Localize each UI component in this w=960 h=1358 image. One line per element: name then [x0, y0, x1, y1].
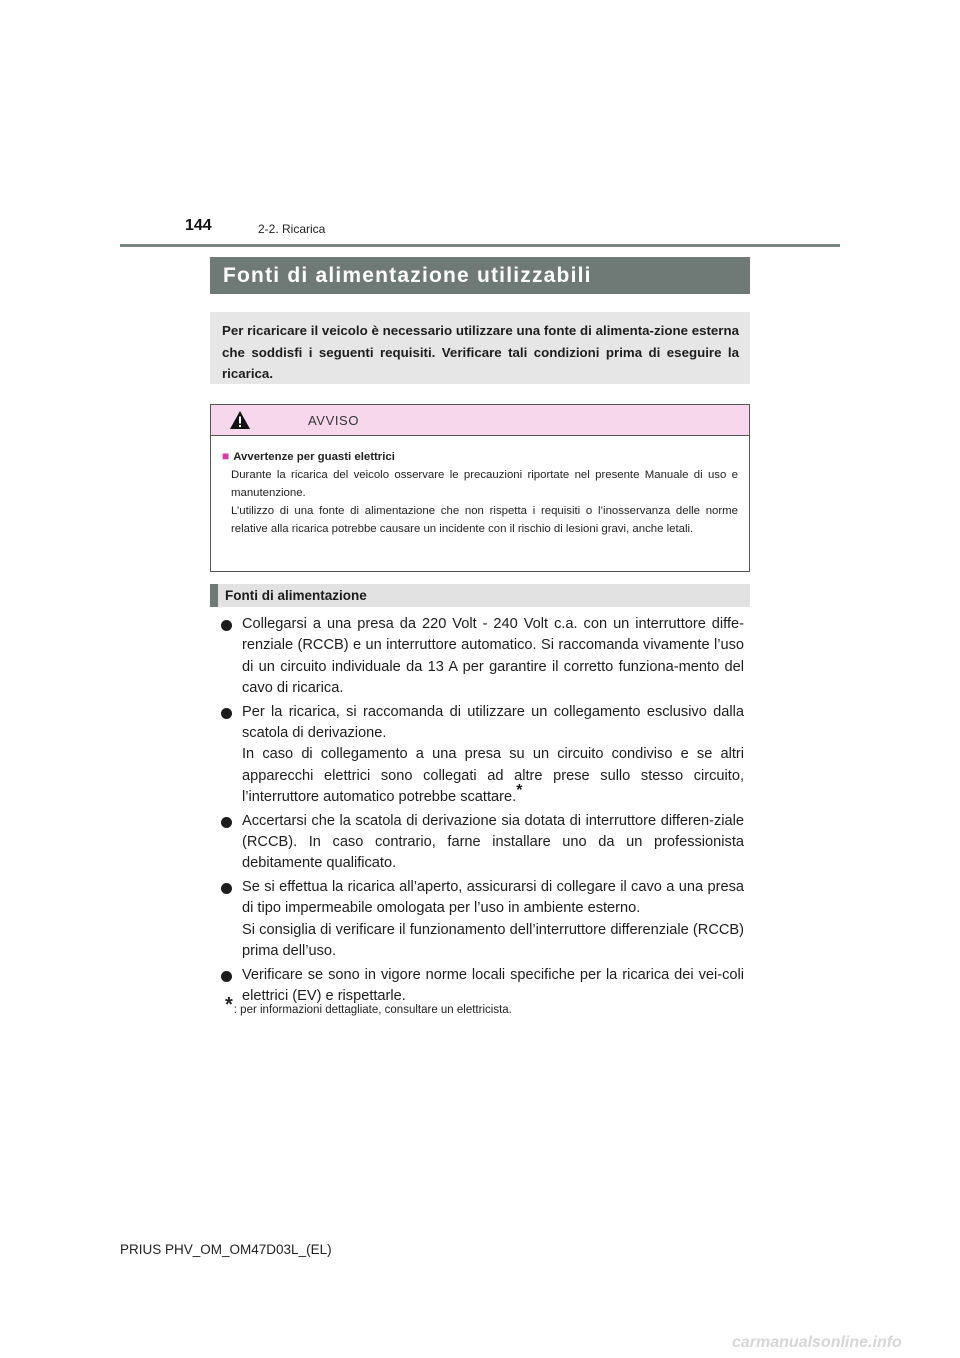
header-divider: [120, 244, 840, 247]
intro-text: Per ricaricare il veicolo è necessario utilizzare una fonte di alimenta-zione esterna che soddisfi i seguenti requisiti. Verificare tali condizioni prima di eseguire la ricarica.: [222, 323, 739, 381]
bullet-text: Se si effettua la ricarica all’aperto, assicurarsi di collegare il cavo a una presa di tipo impermeabile omologata per l’uso in ambiente esterno.: [242, 878, 744, 917]
bullet-dot-icon: [221, 708, 232, 719]
bullet-text: Accertarsi che la scatola di derivazione sia dotata di interruttore differen-ziale (RCCB). In caso contrario, farne installare uno da un professionista debitamente qualificato.: [242, 812, 744, 872]
list-item: [221, 811, 744, 875]
warning-box: [210, 404, 750, 572]
footnote-text: : per informazioni dettagliate, consultare un elettricista.: [233, 1004, 512, 1016]
page-number: 144: [185, 217, 212, 234]
warning-triangle-icon: [229, 410, 251, 430]
page-title: Fonti di alimentazione utilizzabili: [210, 257, 750, 294]
bullet-text: Collegarsi a una presa da 220 Volt - 240 Volt c.a. con un interruttore diffe-renziale (RCCB) e un interruttore automatico. Si raccomanda vivamente l’uso di un circuito individuale da 13 A per garantire il corretto funziona-mento del cavo di ricarica.: [242, 616, 744, 697]
warning-paragraph: Durante la ricarica del veicolo osservare le precauzioni riportate nel presente Manuale di uso e manutenzione.: [231, 469, 738, 499]
section-heading: Fonti di alimentazione: [210, 584, 750, 607]
square-bullet-icon: ■: [222, 449, 230, 463]
warning-paragraph: L’utilizzo di una fonte di alimentazione che non rispetta i requisiti o l’inosservanza delle norme relative alla ricarica potrebbe causare un incidente con il rischio di lesioni gravi, anche letali.: [231, 505, 738, 535]
bullet-text: Si consiglia di verificare il funzionamento dell’interruttore differenziale (RCCB) prima dell’uso.: [242, 921, 744, 960]
warning-body: [211, 436, 749, 538]
bullet-text: In caso di collegamento a una presa su un circuito condiviso e se altri apparecchi elettrici sono collegati ad altre prese sullo stesso circuito, l’interruttore automatico potrebbe scattare.: [242, 746, 744, 806]
bullet-dot-icon: [221, 883, 232, 894]
footnote: [225, 994, 512, 1016]
bullet-text: Per la ricarica, si raccomanda di utilizzare un collegamento esclusivo dalla scatola di derivazione.: [242, 703, 744, 742]
footnote-marker: *: [225, 994, 233, 1016]
list-item: [221, 965, 744, 1008]
list-item: [221, 702, 744, 809]
bullet-list: [221, 614, 744, 1009]
bullet-dot-icon: [221, 971, 232, 982]
bullet-dot-icon: [221, 620, 232, 631]
warning-subhead-text: Avvertenze per guasti elettrici: [233, 451, 395, 463]
list-item: [221, 877, 744, 963]
list-item: [221, 614, 744, 700]
warning-header: [211, 405, 749, 436]
warning-title: AVVISO: [308, 413, 360, 428]
intro-box: [210, 312, 750, 384]
bullet-text: Verificare se sono in vigore norme locali specifiche per la ricarica dei vei-coli elettrici (EV) e rispettarle.: [242, 966, 744, 1004]
footnote-marker: *: [516, 782, 523, 800]
document-id: PRIUS PHV_OM_OM47D03L_(EL): [120, 1242, 332, 1257]
warning-subhead: [222, 447, 738, 466]
bullet-dot-icon: [221, 817, 232, 828]
watermark: carmanualsonline.info: [732, 1334, 902, 1351]
breadcrumb: 2-2. Ricarica: [258, 222, 326, 236]
